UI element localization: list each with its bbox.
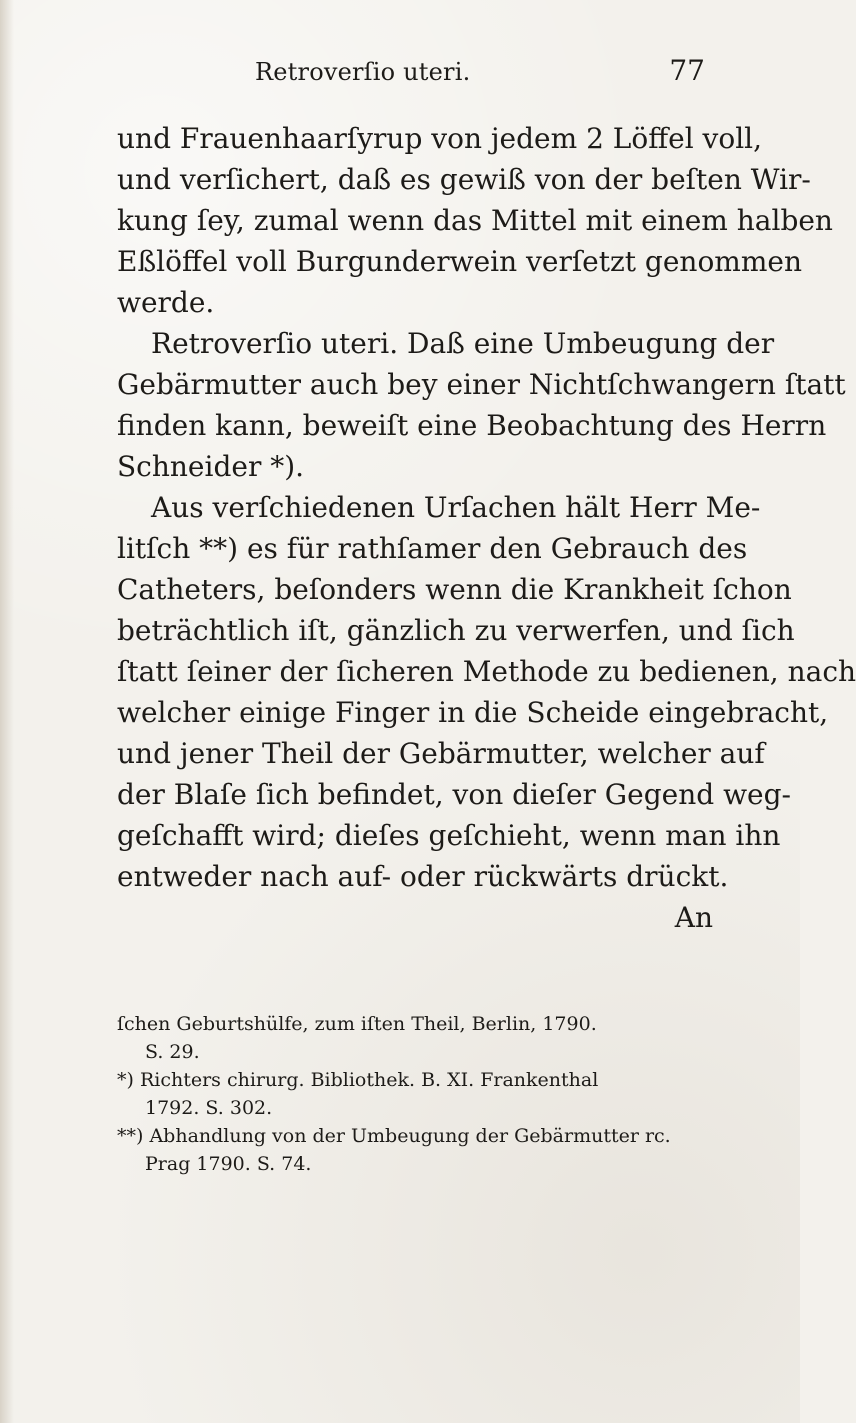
footnote-line: S. 29. [145,1041,200,1063]
page-number: 77 [669,54,705,87]
text-line: finden kann, beweiſt eine Beobachtung des Herrn [117,409,827,442]
page-binding-shadow [0,0,14,1423]
running-title: Retroverſio uteri. [255,58,471,86]
text-line: ſtatt ſeiner der ſicheren Methode zu bedienen, nach [117,655,856,688]
text-line: Catheters, beſonders wenn die Krankheit ſchon [117,573,792,606]
section-heading-line: Retroverſio uteri. Daß eine Umbeugung der [151,327,775,360]
catchword: An [674,901,713,934]
text-line: beträchtlich iſt, gänzlich zu verwerfen, und ſich [117,614,795,647]
footnote-line: Prag 1790. S. 74. [145,1153,312,1175]
text-line: litſch **) es für rathſamer den Gebrauch des [117,532,748,565]
text-line: und Frauenhaarſyrup von jedem 2 Löffel voll, [117,122,763,155]
text-line: der Blaſe ſich befindet, von dieſer Gegend weg- [117,778,792,811]
text-line: Gebärmutter auch bey einer Nichtſchwangern ſtatt [117,368,846,401]
footnote-line: *) Richters chirurg. Bibliothek. B. XI. Frankenthal [117,1069,599,1091]
text-line: und verſichert, daß es gewiß von der beſten Wir- [117,163,811,196]
footnote-line: 1792. S. 302. [145,1097,273,1119]
footnotes [117,1010,737,1178]
text-line: Schneider *). [117,450,305,483]
running-header [255,54,705,94]
text-line: Eßlöffel voll Burgunderwein verſetzt genommen [117,245,803,278]
footnote-line: ſchen Geburtshülfe, zum iſten Theil, Berlin, 1790. [117,1013,597,1035]
main-text [117,118,856,938]
text-line: und jener Theil der Gebärmutter, welcher auf [117,737,765,770]
text-line: werde. [117,286,215,319]
text-line: entweder nach auf- oder rückwärts drückt. [117,860,729,893]
text-line: geſchafft wird; dieſes geſchieht, wenn man ihn [117,819,781,852]
text-line: welcher einige Finger in die Scheide eingebracht, [117,696,829,729]
text-line: kung ſey, zumal wenn das Mittel mit einem halben [117,204,833,237]
footnote-line: **) Abhandlung von der Umbeugung der Gebärmutter rc. [117,1125,671,1147]
paragraph-start-line: Aus verſchiedenen Urſachen hält Herr Me- [151,491,761,524]
